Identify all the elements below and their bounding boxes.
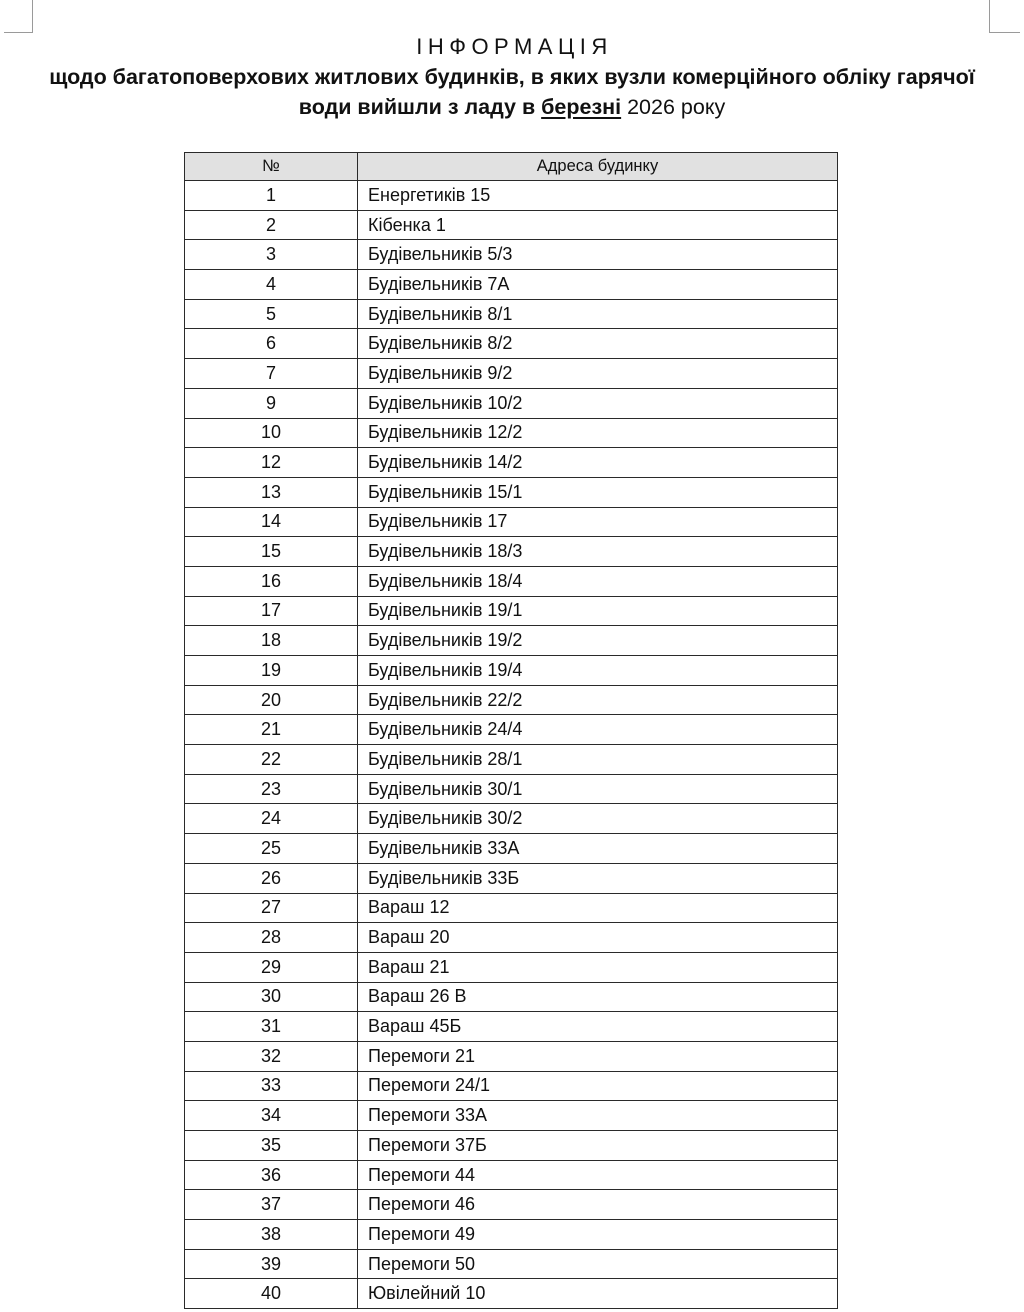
table-row	[185, 1249, 838, 1279]
address-table	[184, 152, 838, 1309]
row-number: 31	[185, 1012, 358, 1042]
table-row	[185, 359, 838, 389]
table-row	[185, 329, 838, 359]
table-row	[185, 418, 838, 448]
table-row	[185, 299, 838, 329]
table-row	[185, 626, 838, 656]
row-address: Будівельників 10/2	[358, 388, 838, 418]
row-address: Вараш 21	[358, 952, 838, 982]
row-number: 16	[185, 566, 358, 596]
row-address: Перемоги 50	[358, 1249, 838, 1279]
row-number: 15	[185, 537, 358, 567]
crop-mark-top-right	[989, 0, 1020, 33]
row-address: Будівельників 28/1	[358, 745, 838, 775]
row-address: Будівельників 9/2	[358, 359, 838, 389]
row-address: Будівельників 33А	[358, 834, 838, 864]
table-row	[185, 685, 838, 715]
row-number: 2	[185, 210, 358, 240]
table-row	[185, 566, 838, 596]
table-row	[185, 863, 838, 893]
table-row	[185, 1160, 838, 1190]
row-number: 21	[185, 715, 358, 745]
table-row	[185, 893, 838, 923]
row-address: Кібенка 1	[358, 210, 838, 240]
document-subtitle	[12, 62, 1012, 122]
table-row	[185, 240, 838, 270]
row-address: Будівельників 24/4	[358, 715, 838, 745]
row-number: 32	[185, 1041, 358, 1071]
row-address: Будівельників 15/1	[358, 477, 838, 507]
row-number: 29	[185, 952, 358, 982]
table-row	[185, 982, 838, 1012]
row-address: Будівельників 18/4	[358, 566, 838, 596]
table-row	[185, 774, 838, 804]
row-address: Будівельників 33Б	[358, 863, 838, 893]
row-number: 37	[185, 1190, 358, 1220]
row-number: 39	[185, 1249, 358, 1279]
row-number: 28	[185, 923, 358, 953]
document-title: ІНФОРМАЦІЯ	[416, 34, 613, 59]
table-row	[185, 1190, 838, 1220]
table-row	[185, 745, 838, 775]
crop-mark-top-left	[4, 0, 33, 33]
row-address: Будівельників 5/3	[358, 240, 838, 270]
document-heading	[0, 33, 1024, 122]
row-number: 10	[185, 418, 358, 448]
subtitle-line-1: щодо багатоповерхових житлових будинків, в яких вузли комерційного обліку гарячої	[49, 65, 975, 89]
table-row	[185, 804, 838, 834]
table-row	[185, 507, 838, 537]
row-number: 7	[185, 359, 358, 389]
table-row	[185, 1220, 838, 1250]
row-number: 9	[185, 388, 358, 418]
table-row	[185, 1012, 838, 1042]
row-number: 5	[185, 299, 358, 329]
row-address: Будівельників 18/3	[358, 537, 838, 567]
row-number: 40	[185, 1279, 358, 1309]
row-address: Вараш 12	[358, 893, 838, 923]
row-number: 6	[185, 329, 358, 359]
row-address: Будівельників 8/1	[358, 299, 838, 329]
row-number: 17	[185, 596, 358, 626]
row-number: 24	[185, 804, 358, 834]
row-address: Будівельників 30/2	[358, 804, 838, 834]
table-row	[185, 448, 838, 478]
header-address: Адреса будинку	[358, 153, 838, 181]
table-row	[185, 656, 838, 686]
row-address: Будівельників 19/4	[358, 656, 838, 686]
row-number: 33	[185, 1071, 358, 1101]
row-address: Будівельників 19/2	[358, 626, 838, 656]
row-number: 26	[185, 863, 358, 893]
row-address: Будівельників 22/2	[358, 685, 838, 715]
table-row	[185, 477, 838, 507]
table-row	[185, 210, 838, 240]
row-number: 13	[185, 477, 358, 507]
row-address: Перемоги 49	[358, 1220, 838, 1250]
row-address: Вараш 45Б	[358, 1012, 838, 1042]
table-row	[185, 181, 838, 211]
row-number: 4	[185, 270, 358, 300]
row-address: Енергетиків 15	[358, 181, 838, 211]
table-row	[185, 1041, 838, 1071]
table-row	[185, 270, 838, 300]
subtitle-year: 2026 року	[621, 95, 726, 119]
row-address: Будівельників 30/1	[358, 774, 838, 804]
row-address: Будівельників 17	[358, 507, 838, 537]
row-number: 35	[185, 1131, 358, 1161]
row-address: Ювілейний 10	[358, 1279, 838, 1309]
subtitle-line-2-prefix: води вийшли з ладу в	[298, 95, 542, 119]
row-address: Будівельників 8/2	[358, 329, 838, 359]
row-number: 30	[185, 982, 358, 1012]
table-row	[185, 388, 838, 418]
table-row	[185, 834, 838, 864]
row-address: Вараш 26 В	[358, 982, 838, 1012]
row-address: Перемоги 44	[358, 1160, 838, 1190]
row-number: 34	[185, 1101, 358, 1131]
table-row	[185, 715, 838, 745]
row-address: Перемоги 33А	[358, 1101, 838, 1131]
table-row	[185, 923, 838, 953]
row-address: Перемоги 21	[358, 1041, 838, 1071]
header-number: №	[185, 153, 358, 181]
table-header-row	[185, 153, 838, 181]
row-number: 14	[185, 507, 358, 537]
row-number: 19	[185, 656, 358, 686]
table-row	[185, 1071, 838, 1101]
row-number: 12	[185, 448, 358, 478]
row-number: 23	[185, 774, 358, 804]
subtitle-month: березні	[541, 95, 622, 119]
row-address: Будівельників 7А	[358, 270, 838, 300]
row-number: 1	[185, 181, 358, 211]
row-number: 25	[185, 834, 358, 864]
row-address: Будівельників 12/2	[358, 418, 838, 448]
row-number: 22	[185, 745, 358, 775]
row-number: 38	[185, 1220, 358, 1250]
row-number: 27	[185, 893, 358, 923]
row-address: Вараш 20	[358, 923, 838, 953]
row-address: Перемоги 24/1	[358, 1071, 838, 1101]
row-address: Будівельників 14/2	[358, 448, 838, 478]
table-row	[185, 596, 838, 626]
row-number: 18	[185, 626, 358, 656]
row-address: Перемоги 46	[358, 1190, 838, 1220]
row-number: 36	[185, 1160, 358, 1190]
table-row	[185, 1279, 838, 1309]
row-address: Перемоги 37Б	[358, 1131, 838, 1161]
table-body	[185, 181, 838, 1309]
row-address: Будівельників 19/1	[358, 596, 838, 626]
row-number: 20	[185, 685, 358, 715]
row-number: 3	[185, 240, 358, 270]
table-row	[185, 1131, 838, 1161]
table-row	[185, 1101, 838, 1131]
table-row	[185, 537, 838, 567]
table-row	[185, 952, 838, 982]
